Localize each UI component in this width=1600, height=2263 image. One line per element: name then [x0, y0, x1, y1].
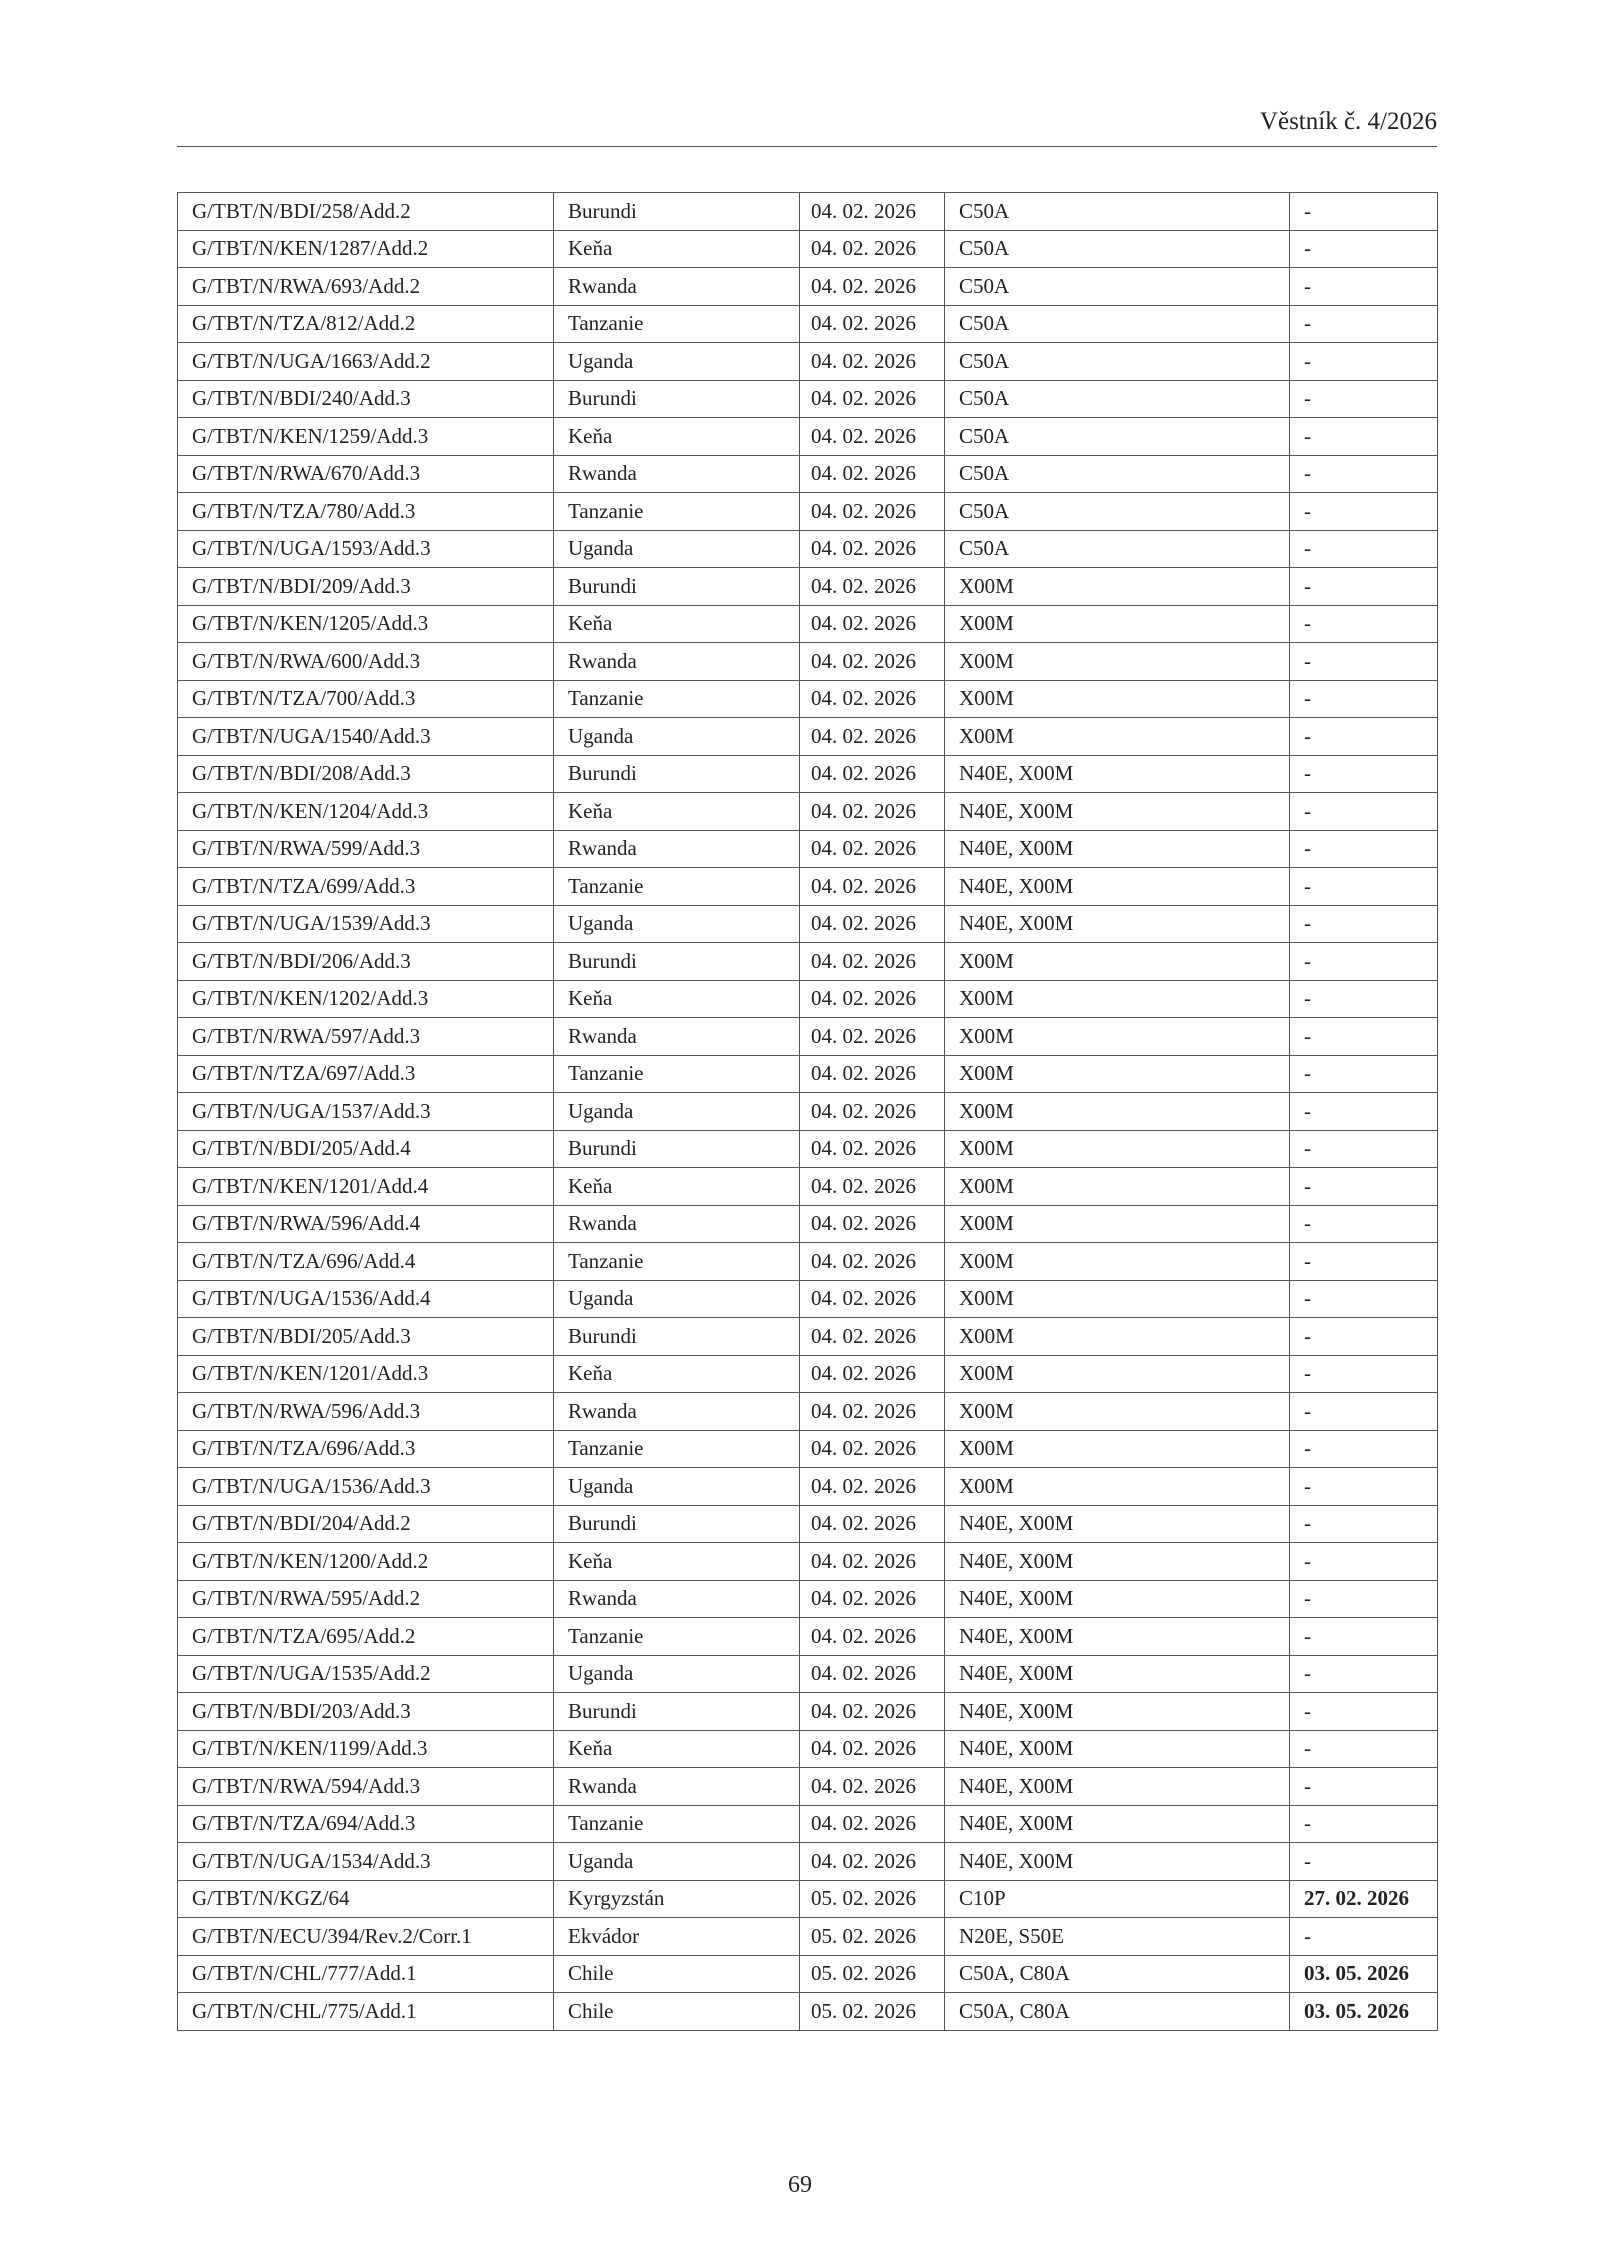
- cell-ics-code: X00M: [945, 1243, 1290, 1281]
- cell-ics-code: X00M: [945, 1355, 1290, 1393]
- cell-country: Rwanda: [554, 830, 800, 868]
- cell-ics-code: C50A: [945, 380, 1290, 418]
- cell-comment-deadline: -: [1290, 830, 1438, 868]
- cell-comment-deadline: -: [1290, 493, 1438, 531]
- cell-country: Uganda: [554, 905, 800, 943]
- cell-country: Keňa: [554, 1168, 800, 1206]
- cell-ics-code: X00M: [945, 1393, 1290, 1431]
- table-row: [178, 1430, 1438, 1468]
- cell-ics-code: N40E, X00M: [945, 905, 1290, 943]
- cell-document-symbol: G/TBT/N/KEN/1204/Add.3: [178, 793, 554, 831]
- cell-notification-date: 04. 02. 2026: [800, 1843, 945, 1881]
- cell-notification-date: 04. 02. 2026: [800, 1355, 945, 1393]
- cell-notification-date: 04. 02. 2026: [800, 793, 945, 831]
- cell-ics-code: N40E, X00M: [945, 793, 1290, 831]
- cell-notification-date: 04. 02. 2026: [800, 1805, 945, 1843]
- cell-ics-code: X00M: [945, 943, 1290, 981]
- cell-notification-date: 04. 02. 2026: [800, 868, 945, 906]
- cell-comment-deadline: -: [1290, 1280, 1438, 1318]
- cell-notification-date: 04. 02. 2026: [800, 1318, 945, 1356]
- table-row: [178, 1693, 1438, 1731]
- cell-notification-date: 04. 02. 2026: [800, 1618, 945, 1656]
- cell-comment-deadline: -: [1290, 1618, 1438, 1656]
- cell-document-symbol: G/TBT/N/UGA/1593/Add.3: [178, 530, 554, 568]
- cell-notification-date: 04. 02. 2026: [800, 680, 945, 718]
- cell-country: Burundi: [554, 380, 800, 418]
- table-row: [178, 1018, 1438, 1056]
- cell-document-symbol: G/TBT/N/RWA/600/Add.3: [178, 643, 554, 681]
- cell-notification-date: 04. 02. 2026: [800, 455, 945, 493]
- cell-ics-code: X00M: [945, 1205, 1290, 1243]
- cell-ics-code: N40E, X00M: [945, 868, 1290, 906]
- table-row: [178, 1243, 1438, 1281]
- cell-comment-deadline: 03. 05. 2026: [1290, 1955, 1438, 1993]
- table-row: [178, 568, 1438, 606]
- cell-ics-code: N20E, S50E: [945, 1918, 1290, 1956]
- cell-document-symbol: G/TBT/N/TZA/697/Add.3: [178, 1055, 554, 1093]
- cell-ics-code: X00M: [945, 680, 1290, 718]
- cell-country: Burundi: [554, 943, 800, 981]
- cell-country: Uganda: [554, 1280, 800, 1318]
- table-row: [178, 1355, 1438, 1393]
- cell-ics-code: C50A: [945, 418, 1290, 456]
- cell-notification-date: 04. 02. 2026: [800, 1055, 945, 1093]
- cell-document-symbol: G/TBT/N/KGZ/64: [178, 1880, 554, 1918]
- table-row: [178, 230, 1438, 268]
- table-row: [178, 1993, 1438, 2031]
- table-row: [178, 1880, 1438, 1918]
- cell-ics-code: X00M: [945, 1018, 1290, 1056]
- cell-country: Keňa: [554, 980, 800, 1018]
- table-row: [178, 1168, 1438, 1206]
- cell-document-symbol: G/TBT/N/BDI/203/Add.3: [178, 1693, 554, 1731]
- cell-notification-date: 04. 02. 2026: [800, 905, 945, 943]
- cell-ics-code: X00M: [945, 718, 1290, 756]
- table-row: [178, 830, 1438, 868]
- cell-document-symbol: G/TBT/N/RWA/594/Add.3: [178, 1768, 554, 1806]
- cell-ics-code: N40E, X00M: [945, 1618, 1290, 1656]
- cell-ics-code: X00M: [945, 1130, 1290, 1168]
- cell-comment-deadline: -: [1290, 193, 1438, 231]
- cell-ics-code: C50A: [945, 530, 1290, 568]
- cell-ics-code: C50A: [945, 193, 1290, 231]
- cell-country: Burundi: [554, 1505, 800, 1543]
- cell-ics-code: C50A: [945, 343, 1290, 381]
- cell-document-symbol: G/TBT/N/TZA/699/Add.3: [178, 868, 554, 906]
- cell-country: Uganda: [554, 343, 800, 381]
- cell-notification-date: 04. 02. 2026: [800, 718, 945, 756]
- cell-comment-deadline: -: [1290, 1130, 1438, 1168]
- cell-ics-code: X00M: [945, 1318, 1290, 1356]
- cell-document-symbol: G/TBT/N/KEN/1287/Add.2: [178, 230, 554, 268]
- cell-country: Rwanda: [554, 1580, 800, 1618]
- cell-document-symbol: G/TBT/N/KEN/1259/Add.3: [178, 418, 554, 456]
- cell-comment-deadline: -: [1290, 380, 1438, 418]
- cell-comment-deadline: -: [1290, 868, 1438, 906]
- cell-ics-code: C50A, C80A: [945, 1993, 1290, 2031]
- cell-comment-deadline: -: [1290, 1018, 1438, 1056]
- table-row: [178, 1318, 1438, 1356]
- cell-document-symbol: G/TBT/N/KEN/1202/Add.3: [178, 980, 554, 1018]
- cell-notification-date: 04. 02. 2026: [800, 1168, 945, 1206]
- cell-country: Tanzanie: [554, 1618, 800, 1656]
- cell-country: Tanzanie: [554, 493, 800, 531]
- cell-notification-date: 04. 02. 2026: [800, 343, 945, 381]
- cell-notification-date: 04. 02. 2026: [800, 1468, 945, 1506]
- table-row: [178, 1730, 1438, 1768]
- cell-comment-deadline: 27. 02. 2026: [1290, 1880, 1438, 1918]
- cell-comment-deadline: -: [1290, 1918, 1438, 1956]
- cell-notification-date: 04. 02. 2026: [800, 830, 945, 868]
- cell-document-symbol: G/TBT/N/BDI/209/Add.3: [178, 568, 554, 606]
- table-row: [178, 868, 1438, 906]
- cell-country: Tanzanie: [554, 680, 800, 718]
- cell-ics-code: N40E, X00M: [945, 1543, 1290, 1581]
- cell-notification-date: 04. 02. 2026: [800, 755, 945, 793]
- cell-ics-code: N40E, X00M: [945, 1655, 1290, 1693]
- table-row: [178, 1130, 1438, 1168]
- cell-document-symbol: G/TBT/N/UGA/1540/Add.3: [178, 718, 554, 756]
- cell-ics-code: X00M: [945, 1093, 1290, 1131]
- cell-notification-date: 04. 02. 2026: [800, 1243, 945, 1281]
- cell-country: Chile: [554, 1993, 800, 2031]
- table-row: [178, 1505, 1438, 1543]
- table-row: [178, 1093, 1438, 1131]
- cell-country: Burundi: [554, 1693, 800, 1731]
- cell-ics-code: X00M: [945, 980, 1290, 1018]
- table-row: [178, 1055, 1438, 1093]
- cell-comment-deadline: -: [1290, 1505, 1438, 1543]
- cell-ics-code: C10P: [945, 1880, 1290, 1918]
- cell-ics-code: X00M: [945, 1055, 1290, 1093]
- cell-country: Keňa: [554, 1355, 800, 1393]
- cell-document-symbol: G/TBT/N/KEN/1205/Add.3: [178, 605, 554, 643]
- cell-notification-date: 04. 02. 2026: [800, 1393, 945, 1431]
- cell-document-symbol: G/TBT/N/UGA/1537/Add.3: [178, 1093, 554, 1131]
- cell-notification-date: 04. 02. 2026: [800, 1130, 945, 1168]
- cell-ics-code: N40E, X00M: [945, 1693, 1290, 1731]
- cell-country: Burundi: [554, 1130, 800, 1168]
- cell-comment-deadline: -: [1290, 568, 1438, 606]
- cell-comment-deadline: -: [1290, 980, 1438, 1018]
- table-row: [178, 493, 1438, 531]
- cell-country: Burundi: [554, 193, 800, 231]
- cell-notification-date: 04. 02. 2026: [800, 380, 945, 418]
- cell-country: Rwanda: [554, 455, 800, 493]
- cell-country: Tanzanie: [554, 1243, 800, 1281]
- cell-ics-code: C50A: [945, 230, 1290, 268]
- cell-document-symbol: G/TBT/N/KEN/1199/Add.3: [178, 1730, 554, 1768]
- table-row: [178, 418, 1438, 456]
- table-row: [178, 1955, 1438, 1993]
- cell-notification-date: 05. 02. 2026: [800, 1918, 945, 1956]
- cell-document-symbol: G/TBT/N/UGA/1539/Add.3: [178, 905, 554, 943]
- cell-document-symbol: G/TBT/N/TZA/812/Add.2: [178, 305, 554, 343]
- cell-comment-deadline: -: [1290, 1243, 1438, 1281]
- cell-ics-code: N40E, X00M: [945, 1843, 1290, 1881]
- cell-country: Uganda: [554, 1093, 800, 1131]
- cell-notification-date: 04. 02. 2026: [800, 530, 945, 568]
- cell-comment-deadline: 03. 05. 2026: [1290, 1993, 1438, 2031]
- cell-notification-date: 04. 02. 2026: [800, 1693, 945, 1731]
- cell-notification-date: 04. 02. 2026: [800, 568, 945, 606]
- cell-comment-deadline: -: [1290, 680, 1438, 718]
- cell-comment-deadline: -: [1290, 1655, 1438, 1693]
- table-row: [178, 755, 1438, 793]
- cell-notification-date: 05. 02. 2026: [800, 1880, 945, 1918]
- notifications-table: [177, 192, 1438, 2031]
- cell-country: Rwanda: [554, 1768, 800, 1806]
- table-row: [178, 1918, 1438, 1956]
- cell-country: Chile: [554, 1955, 800, 1993]
- cell-comment-deadline: -: [1290, 1355, 1438, 1393]
- cell-notification-date: 04. 02. 2026: [800, 1730, 945, 1768]
- cell-ics-code: X00M: [945, 605, 1290, 643]
- cell-country: Rwanda: [554, 643, 800, 681]
- cell-comment-deadline: -: [1290, 1768, 1438, 1806]
- cell-ics-code: X00M: [945, 568, 1290, 606]
- cell-notification-date: 04. 02. 2026: [800, 1580, 945, 1618]
- cell-country: Keňa: [554, 1730, 800, 1768]
- cell-notification-date: 04. 02. 2026: [800, 1280, 945, 1318]
- table-row: [178, 793, 1438, 831]
- cell-document-symbol: G/TBT/N/BDI/258/Add.2: [178, 193, 554, 231]
- table-row: [178, 1805, 1438, 1843]
- cell-document-symbol: G/TBT/N/RWA/597/Add.3: [178, 1018, 554, 1056]
- cell-country: Rwanda: [554, 1018, 800, 1056]
- cell-comment-deadline: -: [1290, 1805, 1438, 1843]
- cell-comment-deadline: -: [1290, 1093, 1438, 1131]
- cell-ics-code: X00M: [945, 1468, 1290, 1506]
- cell-comment-deadline: -: [1290, 793, 1438, 831]
- table-row: [178, 1205, 1438, 1243]
- table-row: [178, 980, 1438, 1018]
- cell-document-symbol: G/TBT/N/RWA/596/Add.4: [178, 1205, 554, 1243]
- cell-comment-deadline: -: [1290, 718, 1438, 756]
- cell-comment-deadline: -: [1290, 1580, 1438, 1618]
- cell-country: Burundi: [554, 568, 800, 606]
- cell-notification-date: 04. 02. 2026: [800, 943, 945, 981]
- cell-ics-code: X00M: [945, 643, 1290, 681]
- cell-comment-deadline: -: [1290, 530, 1438, 568]
- cell-comment-deadline: -: [1290, 1393, 1438, 1431]
- cell-comment-deadline: -: [1290, 905, 1438, 943]
- cell-comment-deadline: -: [1290, 1205, 1438, 1243]
- cell-ics-code: N40E, X00M: [945, 1730, 1290, 1768]
- cell-notification-date: 04. 02. 2026: [800, 1205, 945, 1243]
- cell-ics-code: C50A: [945, 305, 1290, 343]
- cell-ics-code: N40E, X00M: [945, 1805, 1290, 1843]
- cell-notification-date: 04. 02. 2026: [800, 1018, 945, 1056]
- cell-country: Uganda: [554, 1843, 800, 1881]
- cell-ics-code: C50A, C80A: [945, 1955, 1290, 1993]
- cell-country: Tanzanie: [554, 1055, 800, 1093]
- cell-country: Ekvádor: [554, 1918, 800, 1956]
- cell-country: Keňa: [554, 1543, 800, 1581]
- cell-document-symbol: G/TBT/N/UGA/1536/Add.4: [178, 1280, 554, 1318]
- cell-notification-date: 04. 02. 2026: [800, 1543, 945, 1581]
- cell-ics-code: N40E, X00M: [945, 830, 1290, 868]
- cell-country: Burundi: [554, 1318, 800, 1356]
- page-number: 69: [788, 2172, 812, 2198]
- table-row: [178, 680, 1438, 718]
- cell-country: Rwanda: [554, 1205, 800, 1243]
- cell-document-symbol: G/TBT/N/RWA/670/Add.3: [178, 455, 554, 493]
- table-row: [178, 718, 1438, 756]
- cell-comment-deadline: -: [1290, 1318, 1438, 1356]
- cell-notification-date: 05. 02. 2026: [800, 1955, 945, 1993]
- cell-country: Uganda: [554, 530, 800, 568]
- cell-notification-date: 04. 02. 2026: [800, 1655, 945, 1693]
- cell-notification-date: 05. 02. 2026: [800, 1993, 945, 2031]
- table-row: [178, 1468, 1438, 1506]
- header-rule: [177, 146, 1437, 147]
- cell-notification-date: 04. 02. 2026: [800, 268, 945, 306]
- cell-document-symbol: G/TBT/N/ECU/394/Rev.2/Corr.1: [178, 1918, 554, 1956]
- cell-country: Uganda: [554, 1655, 800, 1693]
- cell-country: Keňa: [554, 418, 800, 456]
- cell-comment-deadline: -: [1290, 418, 1438, 456]
- cell-comment-deadline: -: [1290, 1693, 1438, 1731]
- cell-ics-code: C50A: [945, 268, 1290, 306]
- cell-ics-code: N40E, X00M: [945, 755, 1290, 793]
- cell-notification-date: 04. 02. 2026: [800, 643, 945, 681]
- cell-document-symbol: G/TBT/N/BDI/205/Add.4: [178, 1130, 554, 1168]
- cell-document-symbol: G/TBT/N/KEN/1200/Add.2: [178, 1543, 554, 1581]
- cell-document-symbol: G/TBT/N/KEN/1201/Add.3: [178, 1355, 554, 1393]
- cell-country: Uganda: [554, 1468, 800, 1506]
- cell-country: Keňa: [554, 793, 800, 831]
- table-row: [178, 305, 1438, 343]
- cell-document-symbol: G/TBT/N/KEN/1201/Add.4: [178, 1168, 554, 1206]
- table-row: [178, 605, 1438, 643]
- cell-document-symbol: G/TBT/N/CHL/777/Add.1: [178, 1955, 554, 1993]
- table-row: [178, 1768, 1438, 1806]
- cell-comment-deadline: -: [1290, 1168, 1438, 1206]
- table-row: [178, 1280, 1438, 1318]
- cell-document-symbol: G/TBT/N/CHL/775/Add.1: [178, 1993, 554, 2031]
- cell-comment-deadline: -: [1290, 343, 1438, 381]
- cell-country: Keňa: [554, 230, 800, 268]
- cell-comment-deadline: -: [1290, 605, 1438, 643]
- cell-document-symbol: G/TBT/N/UGA/1536/Add.3: [178, 1468, 554, 1506]
- table-row: [178, 380, 1438, 418]
- cell-document-symbol: G/TBT/N/BDI/204/Add.2: [178, 1505, 554, 1543]
- table-row: [178, 343, 1438, 381]
- cell-document-symbol: G/TBT/N/TZA/694/Add.3: [178, 1805, 554, 1843]
- table-row: [178, 530, 1438, 568]
- cell-document-symbol: G/TBT/N/BDI/206/Add.3: [178, 943, 554, 981]
- cell-ics-code: N40E, X00M: [945, 1505, 1290, 1543]
- cell-document-symbol: G/TBT/N/BDI/208/Add.3: [178, 755, 554, 793]
- cell-comment-deadline: -: [1290, 943, 1438, 981]
- cell-comment-deadline: -: [1290, 1055, 1438, 1093]
- cell-document-symbol: G/TBT/N/UGA/1534/Add.3: [178, 1843, 554, 1881]
- cell-country: Burundi: [554, 755, 800, 793]
- cell-notification-date: 04. 02. 2026: [800, 1430, 945, 1468]
- table-row: [178, 643, 1438, 681]
- cell-ics-code: C50A: [945, 493, 1290, 531]
- table-row: [178, 268, 1438, 306]
- cell-comment-deadline: -: [1290, 268, 1438, 306]
- cell-comment-deadline: -: [1290, 643, 1438, 681]
- cell-comment-deadline: -: [1290, 755, 1438, 793]
- cell-country: Tanzanie: [554, 868, 800, 906]
- table-row: [178, 1655, 1438, 1693]
- cell-country: Keňa: [554, 605, 800, 643]
- cell-document-symbol: G/TBT/N/UGA/1663/Add.2: [178, 343, 554, 381]
- cell-ics-code: X00M: [945, 1168, 1290, 1206]
- cell-country: Rwanda: [554, 268, 800, 306]
- cell-notification-date: 04. 02. 2026: [800, 493, 945, 531]
- cell-notification-date: 04. 02. 2026: [800, 605, 945, 643]
- table-row: [178, 1618, 1438, 1656]
- cell-country: Uganda: [554, 718, 800, 756]
- cell-country: Tanzanie: [554, 1430, 800, 1468]
- cell-comment-deadline: -: [1290, 455, 1438, 493]
- cell-ics-code: N40E, X00M: [945, 1768, 1290, 1806]
- cell-country: Tanzanie: [554, 305, 800, 343]
- cell-comment-deadline: -: [1290, 1543, 1438, 1581]
- table-row: [178, 455, 1438, 493]
- cell-notification-date: 04. 02. 2026: [800, 230, 945, 268]
- table-row: [178, 905, 1438, 943]
- cell-document-symbol: G/TBT/N/RWA/596/Add.3: [178, 1393, 554, 1431]
- cell-document-symbol: G/TBT/N/TZA/695/Add.2: [178, 1618, 554, 1656]
- cell-country: Tanzanie: [554, 1805, 800, 1843]
- cell-comment-deadline: -: [1290, 1468, 1438, 1506]
- cell-document-symbol: G/TBT/N/RWA/693/Add.2: [178, 268, 554, 306]
- cell-comment-deadline: -: [1290, 305, 1438, 343]
- cell-document-symbol: G/TBT/N/TZA/696/Add.4: [178, 1243, 554, 1281]
- cell-ics-code: X00M: [945, 1280, 1290, 1318]
- cell-document-symbol: G/TBT/N/RWA/599/Add.3: [178, 830, 554, 868]
- cell-ics-code: N40E, X00M: [945, 1580, 1290, 1618]
- table-row: [178, 1843, 1438, 1881]
- cell-comment-deadline: -: [1290, 1730, 1438, 1768]
- cell-comment-deadline: -: [1290, 1843, 1438, 1881]
- cell-country: Kyrgyzstán: [554, 1880, 800, 1918]
- table-row: [178, 193, 1438, 231]
- cell-notification-date: 04. 02. 2026: [800, 1093, 945, 1131]
- cell-document-symbol: G/TBT/N/RWA/595/Add.2: [178, 1580, 554, 1618]
- cell-document-symbol: G/TBT/N/BDI/240/Add.3: [178, 380, 554, 418]
- cell-comment-deadline: -: [1290, 1430, 1438, 1468]
- cell-notification-date: 04. 02. 2026: [800, 305, 945, 343]
- cell-notification-date: 04. 02. 2026: [800, 193, 945, 231]
- cell-notification-date: 04. 02. 2026: [800, 1768, 945, 1806]
- cell-ics-code: C50A: [945, 455, 1290, 493]
- cell-document-symbol: G/TBT/N/TZA/780/Add.3: [178, 493, 554, 531]
- cell-comment-deadline: -: [1290, 230, 1438, 268]
- cell-notification-date: 04. 02. 2026: [800, 1505, 945, 1543]
- cell-document-symbol: G/TBT/N/TZA/696/Add.3: [178, 1430, 554, 1468]
- cell-country: Rwanda: [554, 1393, 800, 1431]
- running-header-title: Věstník č. 4/2026: [1259, 108, 1437, 135]
- cell-document-symbol: G/TBT/N/BDI/205/Add.3: [178, 1318, 554, 1356]
- table-row: [178, 1543, 1438, 1581]
- table-row: [178, 1580, 1438, 1618]
- cell-notification-date: 04. 02. 2026: [800, 418, 945, 456]
- cell-document-symbol: G/TBT/N/TZA/700/Add.3: [178, 680, 554, 718]
- cell-ics-code: X00M: [945, 1430, 1290, 1468]
- table-row: [178, 1393, 1438, 1431]
- table-row: [178, 943, 1438, 981]
- cell-document-symbol: G/TBT/N/UGA/1535/Add.2: [178, 1655, 554, 1693]
- cell-notification-date: 04. 02. 2026: [800, 980, 945, 1018]
